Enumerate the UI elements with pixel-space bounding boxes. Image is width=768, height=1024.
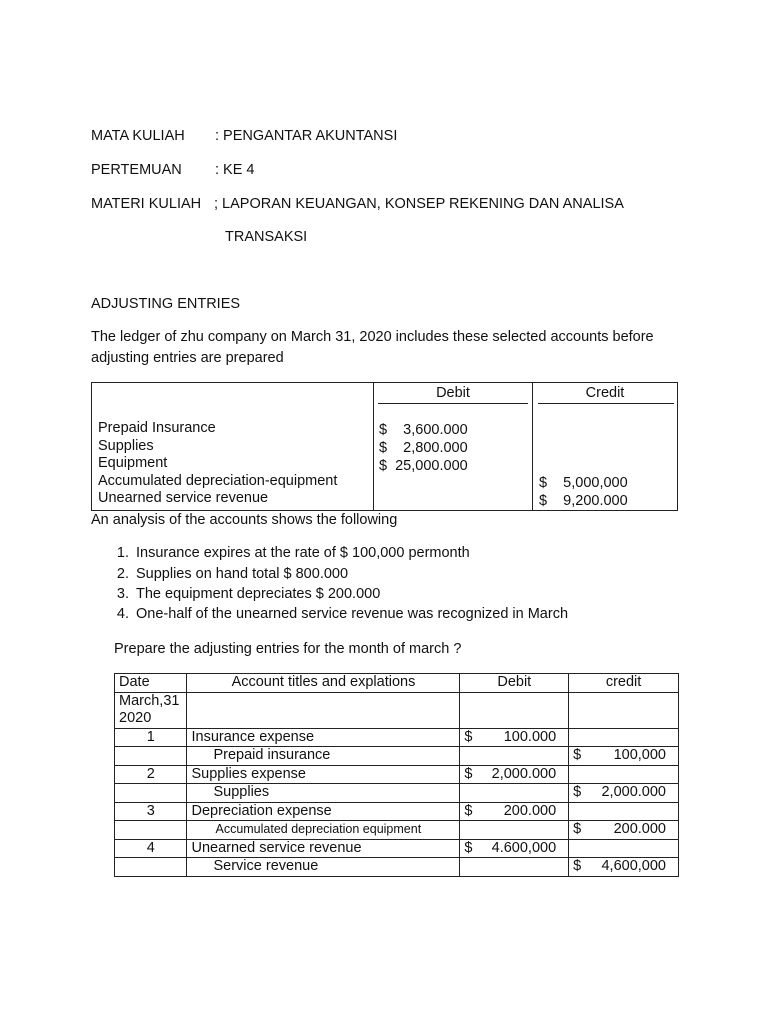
entry-credit <box>569 728 679 747</box>
journal-date <box>115 692 187 728</box>
ledger-debit-amount: $ 3,600.000 <box>379 422 468 438</box>
entry-debit <box>460 728 569 747</box>
entry-account: Insurance expense <box>187 728 460 747</box>
currency-symbol: $ <box>573 784 582 800</box>
entry-account: Accumulated depreciation equipment <box>187 821 460 840</box>
entry-debit <box>460 747 569 766</box>
entry-debit <box>460 784 569 803</box>
entry-account: Service revenue <box>187 858 460 877</box>
entry-number: 3 <box>115 802 187 821</box>
ledger-account: Prepaid Insurance <box>98 420 216 436</box>
currency-symbol: $ <box>464 839 473 856</box>
entry-account: Depreciation expense <box>187 802 460 821</box>
ledger-credit-amount: $ 5,000,000 <box>539 475 628 491</box>
journal-row <box>115 802 679 821</box>
entry-credit <box>569 802 679 821</box>
intro-line-2: adjusting entries are prepared <box>91 350 284 366</box>
analysis-item: Insurance expires at the rate of $ 100,000 permonth <box>136 545 470 561</box>
entry-debit <box>460 802 569 821</box>
ledger-table <box>91 382 678 511</box>
analysis-number: 1. <box>116 545 129 561</box>
entry-credit <box>569 839 679 858</box>
account-header: Account titles and explations <box>187 674 460 693</box>
entry-credit <box>569 784 679 803</box>
ledger-account: Accumulated depreciation-equipment <box>98 472 338 489</box>
journal-row <box>115 728 679 747</box>
entry-account: Prepaid insurance <box>187 747 460 766</box>
currency-symbol: $ <box>573 821 582 837</box>
ledger-account: Unearned service revenue <box>98 490 269 506</box>
entry-account: Supplies expense <box>187 765 460 784</box>
amount: 200.000 <box>503 802 557 819</box>
amount: 100.000 <box>503 728 557 745</box>
entry-account: Unearned service revenue <box>187 839 460 858</box>
currency-symbol: $ <box>464 802 473 819</box>
intro-line-1: The ledger of zhu company on March 31, 2020 includes these selected accounts before <box>91 329 654 345</box>
question: Prepare the adjusting entries for the month of march ? <box>114 641 462 657</box>
entry-number: 2 <box>115 765 187 784</box>
debit-header: Debit <box>460 674 569 693</box>
credit-header: credit <box>569 674 679 693</box>
entry-credit <box>569 765 679 784</box>
ledger-debit-header: Debit <box>436 385 470 401</box>
journal-row <box>115 747 679 766</box>
journal-row <box>115 821 679 840</box>
journal-date-line-1: March,31 <box>119 692 180 709</box>
amount: 2,000.000 <box>491 765 557 782</box>
course-label: MATA KULIAH <box>91 128 185 144</box>
course-value: : PENGANTAR AKUNTANSI <box>215 128 398 144</box>
entry-credit <box>569 747 679 766</box>
ledger-credit-header: Credit <box>585 385 625 401</box>
entry-number: 4 <box>115 839 187 858</box>
ledger-credit-amount: $ 9,200.000 <box>539 493 628 509</box>
ledger-debit-underline <box>378 403 528 404</box>
currency-symbol: $ <box>573 747 582 763</box>
currency-symbol: $ <box>464 728 473 745</box>
entry-debit <box>460 765 569 784</box>
analysis-number: 2. <box>116 566 129 582</box>
amount: 2,000.000 <box>601 784 666 800</box>
analysis-number: 4. <box>116 606 129 622</box>
date-header: Date <box>115 674 187 693</box>
entry-number: 1 <box>115 728 187 747</box>
journal-table <box>114 673 679 877</box>
entry-number <box>115 784 187 803</box>
journal-row <box>115 858 679 877</box>
analysis-intro: An analysis of the accounts shows the following <box>91 512 398 528</box>
journal-empty-cell <box>460 692 569 728</box>
currency-symbol: $ <box>464 765 473 782</box>
amount: 100,000 <box>613 747 666 763</box>
entry-number <box>115 747 187 766</box>
ledger-divider-2 <box>532 383 533 510</box>
entry-number <box>115 858 187 877</box>
entry-credit <box>569 858 679 877</box>
journal-row <box>115 839 679 858</box>
material-value-continued: TRANSAKSI <box>225 229 308 245</box>
analysis-item: Supplies on hand total $ 800.000 <box>136 566 349 582</box>
ledger-credit-underline <box>538 403 674 404</box>
ledger-account: Equipment <box>98 455 168 471</box>
ledger-divider-1 <box>373 383 374 510</box>
ledger-debit-amount: $ 25,000.000 <box>379 458 468 474</box>
meeting-value: : KE 4 <box>215 162 255 178</box>
journal-date-row <box>115 692 679 728</box>
amount: 4,600,000 <box>601 858 666 874</box>
entry-credit <box>569 821 679 840</box>
entry-debit <box>460 858 569 877</box>
material-value: ; LAPORAN KEUANGAN, KONSEP REKENING DAN ANALISA <box>214 196 624 212</box>
journal-row <box>115 784 679 803</box>
section-title: ADJUSTING ENTRIES <box>91 296 241 312</box>
entry-debit <box>460 839 569 858</box>
journal-date-line-2: 2020 <box>119 710 152 726</box>
analysis-number: 3. <box>116 586 129 602</box>
meeting-label: PERTEMUAN <box>91 162 182 178</box>
amount: 200.000 <box>613 821 666 837</box>
ledger-account: Supplies <box>98 437 154 454</box>
currency-symbol: $ <box>573 858 582 874</box>
journal-header-row <box>115 674 679 693</box>
entry-number <box>115 821 187 840</box>
amount: 4.600,000 <box>491 839 557 856</box>
journal-empty-cell <box>569 692 679 728</box>
journal-empty-cell <box>187 692 460 728</box>
analysis-item: One-half of the unearned service revenue was recognized in March <box>136 606 569 622</box>
entry-debit <box>460 821 569 840</box>
analysis-item: The equipment depreciates $ 200.000 <box>136 586 381 602</box>
material-label: MATERI KULIAH <box>91 196 202 212</box>
ledger-debit-amount: $ 2,800.000 <box>379 440 468 456</box>
entry-account: Supplies <box>187 784 460 803</box>
journal-row <box>115 765 679 784</box>
